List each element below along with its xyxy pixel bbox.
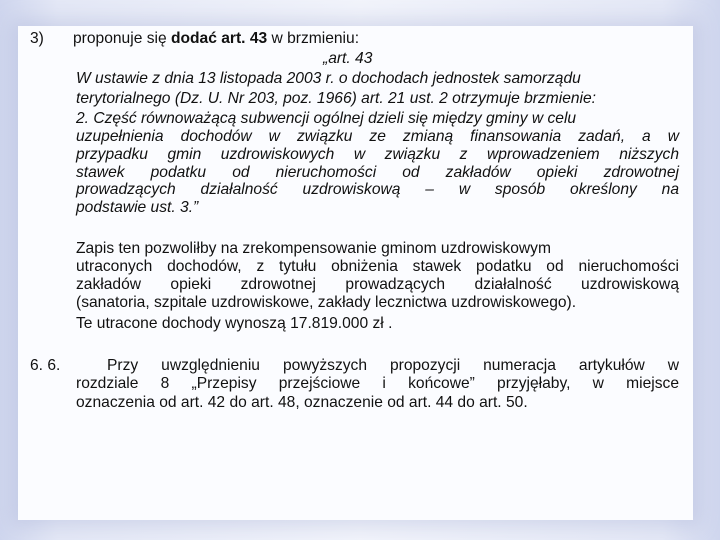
quote-line: 2. Część równoważącą subwencji ogólnej dzieli się między gminy w celu	[76, 110, 577, 127]
note-line: zakładów opieki zdrowotnej prowadzących działalność uzdrowiskową	[76, 276, 679, 293]
note-line: Te utracone dochody wynoszą 17.819.000 zł .	[76, 315, 393, 332]
quote-line: podstawie ust. 3.”	[76, 199, 199, 216]
quote-line: W ustawie z dnia 13 listopada 2003 r. o dochodach jednostek samorządu	[76, 70, 581, 87]
intro-post: w brzmieniu:	[267, 30, 360, 47]
section-3-intro	[73, 30, 359, 48]
section-6-number: 6. 6.	[30, 357, 61, 374]
quote-line: stawek podatku od nieruchomości od zakładów opieki zdrowotnej	[76, 164, 679, 181]
section-6-line: rozdziale 8 „Przepisy przejściowe i końcowe” przyjęłaby, w miejsce	[76, 375, 679, 392]
note-line: (sanatoria, szpitale uzdrowiskowe, zakłady lecznictwa uzdrowiskowego).	[76, 294, 577, 311]
note-line: Zapis ten pozwoliłby na zrekompensowanie gminom uzdrowiskowym	[76, 240, 551, 257]
intro-bold: dodać art. 43	[170, 30, 268, 47]
intro-pre: proponuje się	[73, 30, 171, 47]
quote-line: terytorialnego (Dz. U. Nr 203, poz. 1966) art. 21 ust. 2 otrzymuje brzmienie:	[76, 90, 597, 107]
quote-line: uzupełnienia dochodów w związku ze zmianą finansowania zadań, a w	[76, 128, 679, 145]
section-3-number: 3)	[30, 30, 44, 47]
note-line: utraconych dochodów, z tytułu obniżenia stawek podatku od nieruchomości	[76, 258, 679, 275]
section-6-line: Przy uwzględnieniu powyższych propozycji numeracja artykułów w	[107, 357, 679, 374]
quote-line: przypadku gmin uzdrowiskowych w związku z wprowadzeniem niższych	[76, 146, 679, 163]
quote-heading: „art. 43	[323, 50, 373, 67]
quote-line: prowadzących działalność uzdrowiskową – w sposób określony na	[76, 181, 679, 198]
section-6-line: oznaczenia od art. 42 do art. 48, oznaczenie od art. 44 do art. 50.	[76, 394, 528, 411]
